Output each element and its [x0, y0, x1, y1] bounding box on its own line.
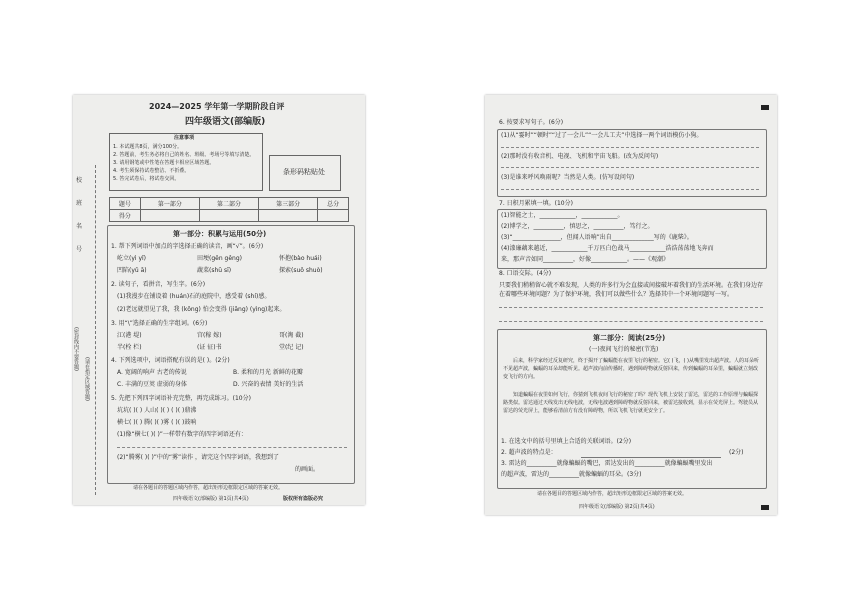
page-footer: 四年级语文(部编版) 第2页(共4页): [579, 504, 655, 510]
q4-option-a[interactable]: A. 宽阔的响声 古老的传说: [117, 369, 187, 376]
q5-row[interactable]: 横七( )( ) 腾( )( )雾 ( )( )鼓响: [117, 419, 197, 426]
q1-option[interactable]: 蔬菜(shū sī): [197, 267, 232, 274]
notes-title: 注意事项: [174, 135, 195, 141]
notes-box: [109, 133, 263, 191]
area-note: 请在各题目的答题区域内作答，超出矩形边框限定区域的答案无效。: [133, 485, 284, 491]
score-cell[interactable]: [199, 210, 258, 222]
exam-page-2: [485, 95, 777, 515]
q5-row[interactable]: 坑坑( )( ) 人山( )( ) ( )( )鼎沸: [117, 407, 197, 414]
q7-line[interactable]: (2)博学之，__________，慎思之，__________，笃行之。: [501, 223, 654, 230]
reading-question-1: 1. 在选文中的括号里填上合适的关联词语。(2分): [501, 438, 632, 445]
note-line: 4. 考生须保持试卷整洁、不折叠。: [113, 168, 190, 174]
side-label: 班: [76, 200, 83, 207]
exam-page-1: [73, 95, 365, 505]
answer-line[interactable]: [501, 147, 759, 148]
q1-option[interactable]: 怀抱(bào huái): [279, 255, 322, 262]
side-note: (密封线内不要答题): [73, 327, 79, 371]
answer-line[interactable]: [501, 189, 759, 190]
q3-option[interactable]: 半(栓 栏): [117, 344, 142, 351]
question-5: 5. 先把下列四字词语补充完整，再完成练习。(10分): [111, 395, 251, 402]
q3-option[interactable]: 宫(稼 嫁): [197, 332, 222, 339]
answer-line[interactable]: [581, 457, 721, 458]
q5-sub-2[interactable]: (2)“腾雾( )( )”中的“雾”读作 ，请完这个四字词语，我想到了: [117, 454, 280, 461]
question-7: 7. 日积月累填一填。(10分): [499, 200, 573, 207]
answer-line[interactable]: [501, 167, 759, 168]
part2-title: 第二部分：阅读(25分): [593, 334, 666, 342]
q5-sub-1[interactable]: (1)像“横七( )( )”一样带有数字的四字词语还有：: [117, 431, 247, 438]
q4-option-c[interactable]: C. 丰满的豆荚 虚弱的身体: [117, 381, 187, 388]
page-footer: 四年级语文(部编版) 第1页(共4页): [173, 496, 249, 502]
note-line: 5. 答完试卷后，将试卷交回。: [113, 176, 180, 182]
q4-option-b[interactable]: B. 柔和的月光 新鲜的花瓣: [233, 369, 303, 376]
note-line: 2. 答题前，考生务必将自己的姓名、班级、考场号等填写清楚。: [113, 152, 255, 158]
reading-question-3-cont: 的超声波，雷达的__________就像蝙蝠的耳朵。(3分): [501, 471, 642, 478]
answer-line: [117, 447, 347, 448]
note-line: 3. 请用钢笔或中性笔在答题卡相应区域答题。: [113, 160, 215, 166]
q6-part-3: (3)是谁来呼风唤雨呢？当然是人类。(仿写设问句): [501, 174, 635, 181]
exam-title: 2024—2025 学年第一学期阶段自评: [149, 102, 285, 111]
exam-subtitle: 四年级语文(部编版): [185, 117, 266, 127]
question-8: 8. 口语交际。(4分): [499, 270, 552, 277]
q6-part-1: (1)从“霎时”“顿时”“过了一会儿”“一会儿工夫”中选择一两个词语模仿小狗。: [501, 132, 703, 139]
score-table: [109, 197, 349, 222]
score-header: 总分: [318, 198, 349, 210]
q1-option[interactable]: 探索(suǒ shuò): [279, 267, 323, 274]
score-header: 第三部分: [259, 198, 318, 210]
q1-option[interactable]: 屹立(yì yǐ): [117, 255, 147, 262]
side-label: 校: [76, 177, 83, 184]
score-cell[interactable]: [140, 210, 199, 222]
q8-prompt: 只要我们稍稍留心就不难发现，人类的许多行为会直接或间接破坏着我们的生活环境。在我们身边存在着哪些环境问题？为了保护环境，我们可以做些什么？选择其中一个环境问题写一写。: [499, 282, 764, 298]
score-header: 第一部分: [140, 198, 199, 210]
q7-line[interactable]: (3)“________________，但闻人语响”出自______________写的《鹿柴》。: [501, 234, 693, 241]
q7-line[interactable]: 来，那声音如同__________，好像____________。——《观潮》: [501, 256, 670, 263]
copyright-note: 版权所有盗版必究: [283, 496, 324, 502]
question-1: 1. 帮下列词语中加点的字选择正确的读音，画“√”。(6分): [111, 243, 264, 250]
reading-title: (一)夜间飞行的秘密(节选): [589, 346, 659, 353]
q1-option[interactable]: 凹陷(yǔ ā): [117, 267, 147, 274]
q7-line[interactable]: (1)智能之士，____________，____________。: [501, 212, 624, 219]
score-row-label: 得分: [110, 210, 141, 222]
reading-question-2: 2. 超声波的特点是：: [501, 449, 557, 456]
q3-option[interactable]: 堂(纪 记): [279, 344, 304, 351]
barcode-label: 条形码粘贴处: [283, 168, 325, 176]
score-header: 题号: [110, 198, 141, 210]
q2-line[interactable]: (1)我漫步在铺设着 (huán)石的庭院中，感受着 (shí)感。: [117, 293, 271, 300]
question-2: 2. 读句子，看拼音，写生字。(6分): [111, 281, 206, 288]
reading-question-3: 3. 雷达的__________就像蝙蝠的嘴巴，雷达发出的__________就像蝙蝠嘴里发出: [501, 460, 713, 467]
side-note: (请在指定区域答题): [84, 357, 90, 401]
barcode-box: [269, 155, 341, 191]
q1-option[interactable]: 田埂(gěn gěng): [197, 255, 243, 262]
corner-mark-icon: [761, 505, 769, 510]
question-4: 4. 下列选项中，词语搭配有误的是( )。(2分): [111, 357, 230, 364]
q3-option[interactable]: (证 征)书: [197, 344, 222, 351]
score-header: 第二部分: [199, 198, 258, 210]
note-line: 1. 本试题共8页，满分100分。: [113, 144, 183, 150]
answer-line[interactable]: [499, 321, 763, 322]
q3-option[interactable]: 江(港 堤): [117, 332, 142, 339]
answer-line[interactable]: [499, 307, 763, 308]
corner-mark-icon: [761, 105, 769, 110]
q4-option-d[interactable]: D. 兴奋的表情 美好的生活: [233, 381, 304, 388]
score-cell[interactable]: [259, 210, 318, 222]
q3-option[interactable]: 哥(淘 截): [279, 332, 304, 339]
q7-line[interactable]: (4)漆廉藕来越近，____________千万匹白色战马____________浩浩荡荡地飞奔而: [501, 245, 714, 252]
score-cell[interactable]: [318, 210, 349, 222]
reading-paragraph: 后来，科学家经过反复研究，终于揭开了蝙蝠能在夜里飞行的秘密。它( )飞，( )从嘴里发出超声波。人的耳朵听不见超声波，蝙蝠的耳朵却能听见。超声波向前传播时，遇到障碍物就反射回来，传到蝙蝠的耳朵里，蝙蝠就立刻改变飞行的方向。: [503, 358, 759, 380]
side-label: 号: [76, 246, 83, 253]
binding-line: [95, 165, 96, 495]
answer-area: [497, 129, 767, 197]
part1-title: 第一部分：积累与运用(50分): [173, 230, 267, 238]
side-label: 名: [76, 223, 83, 230]
q5-sub-2-end: 的画面。: [295, 466, 320, 473]
q6-part-2: (2)那时没有收音机、电视、飞机和宇宙飞船。(改为反问句): [501, 153, 659, 160]
answer-area: [107, 225, 355, 484]
question-3: 3. 用“\”选择正确的生字组词。(6分): [111, 320, 208, 327]
reading-question-2-score: (2分): [729, 449, 744, 456]
reading-paragraph: 知道蝙蝠在夜里如何飞行，你猜到飞机夜间飞行的秘密了吗？现代飞机上安装了雷达，雷达的工作原理与蝙蝠探路类似。雷达通过天线发出无线电波，无线电波遇到障碍物就反射回来，被雷达接收到，显示在荧光屏上。驾驶员从雷达的荧光屏上，能够看清前方有没有障碍物，所以飞机飞行就更安全了。: [503, 392, 759, 414]
q2-line[interactable]: (2)老远就望见了我，我 (kōng) 怕会变得 (jiāng) (yìng)起来。: [117, 306, 286, 313]
area-note: 请在各题目的答题区域内作答，超出矩形边框限定区域的答案无效。: [537, 491, 688, 497]
question-6: 6. 按要求写句子。(6分): [499, 119, 564, 126]
